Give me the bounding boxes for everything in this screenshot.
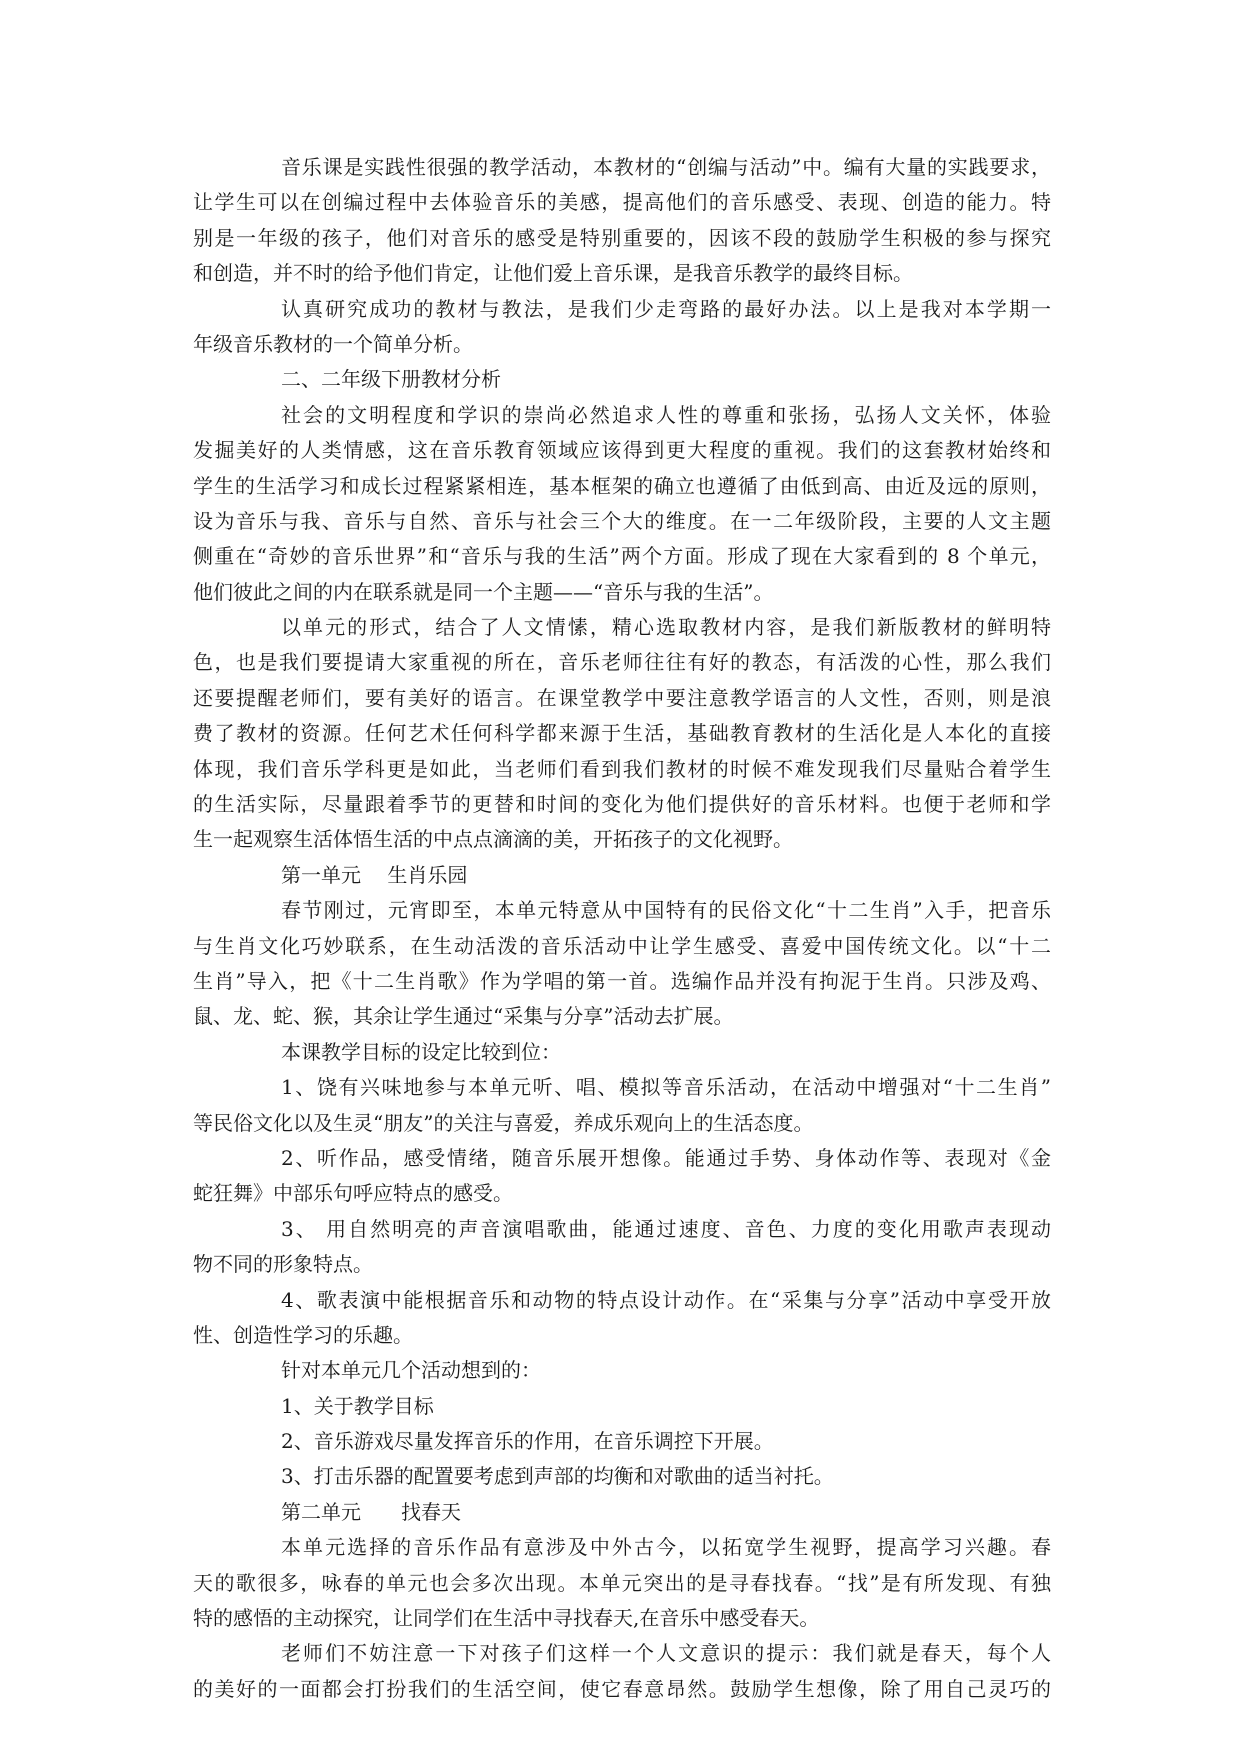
text-line: 费了教材的资源。任何艺术任何科学都来源于生活，基础教育教材的生活化是人本化的直接 <box>193 721 1051 746</box>
text-line: 1、关于教学目标 <box>281 1393 434 1418</box>
text-line: 特的感悟的主动探究，让同学们在生活中寻找春天,在音乐中感受春天。 <box>193 1606 820 1631</box>
text-line: 社会的文明程度和学识的崇尚必然追求人性的尊重和张扬，弘扬人文关怀，体验 <box>281 402 1051 427</box>
text-line: 认真研究成功的教材与教法，是我们少走弯路的最好办法。以上是我对本学期一 <box>281 296 1051 321</box>
text-line: 天的歌很多，咏春的单元也会多次出现。本单元突出的是寻春找春。“找”是有所发现、有独 <box>193 1570 1051 1595</box>
text-line: 性、创造性学习的乐趣。 <box>193 1322 413 1347</box>
text-line: 体现，我们音乐学科更是如此，当老师们看到我们教材的时候不难发现我们尽量贴合着学生 <box>193 756 1051 781</box>
text-line: 侧重在“奇妙的音乐世界”和“音乐与我的生活”两个方面。形成了现在大家看到的 8 个单元， <box>193 544 1051 569</box>
text-line: 等民俗文化以及生灵“朋友”的关注与喜爱，养成乐观向上的生活态度。 <box>193 1110 814 1135</box>
text-line: 还要提醒老师们，要有美好的语言。在课堂教学中要注意教学语言的人文性，否则，则是浪 <box>193 685 1051 710</box>
text-line: 学生的生活学习和成长过程紧紧相连，基本框架的确立也遵循了由低到高、由近及远的原则， <box>193 473 1051 498</box>
text-line: 设为音乐与我、音乐与自然、音乐与社会三个大的维度。在一二年级阶段，主要的人文主题 <box>193 508 1051 533</box>
text-line: 针对本单元几个活动想到的： <box>281 1358 541 1383</box>
text-line: 音乐课是实践性很强的教学活动，本教材的“创编与活动”中。编有大量的实践要求， <box>281 155 1051 179</box>
text-line: 蛇狂舞》中部乐句呼应特点的感受。 <box>193 1181 513 1206</box>
text-line: 与生肖文化巧妙联系，在生动活泼的音乐活动中让学生感受、喜爱中国传统文化。以“十二 <box>193 933 1051 958</box>
text-line: 2、听作品，感受情绪，随音乐展开想像。能通过手势、身体动作等、表现对《金 <box>281 1145 1051 1170</box>
text-line: 春节刚过，元宵即至，本单元特意从中国特有的民俗文化“十二生肖”入手，把音乐 <box>281 898 1051 923</box>
text-line: 鼠、龙、蛇、猴，其余让学生通过“采集与分享”活动去扩展。 <box>193 1004 734 1029</box>
text-line: 和创造，并不时的给予他们肯定，让他们爱上音乐课，是我音乐教学的最终目标。 <box>193 261 913 286</box>
text-line: 第一单元 生肖乐园 <box>281 862 468 887</box>
text-line: 1、饶有兴味地参与本单元听、唱、模拟等音乐活动，在活动中增强对“十二生肖” <box>281 1075 1051 1100</box>
text-line: 发掘美好的人类情感，这在音乐教育领域应该得到更大程度的重视。我们的这套教材始终和 <box>193 438 1051 463</box>
document-page <box>193 150 1051 1707</box>
text-line: 以单元的形式，结合了人文情愫，精心选取教材内容，是我们新版教材的鲜明特 <box>281 615 1051 640</box>
text-line: 色，也是我们要提请大家重视的所在，音乐老师往往有好的教态，有活泼的心性，那么我们 <box>193 650 1051 675</box>
text-line: 2、音乐游戏尽量发挥音乐的作用，在音乐调控下开展。 <box>281 1429 774 1454</box>
text-line: 别是一年级的孩子，他们对音乐的感受是特别重要的，因该不段的鼓励学生积极的参与探究 <box>193 225 1051 250</box>
text-line: 老师们不妨注意一下对孩子们这样一个人文意识的提示：我们就是春天，每个人 <box>281 1641 1051 1666</box>
text-line: 让学生可以在创编过程中去体验音乐的美感，提高他们的音乐感受、表现、创造的能力。特 <box>193 190 1051 215</box>
text-line: 生一起观察生活体悟生活的中点点滴滴的美，开拓孩子的文化视野。 <box>193 827 793 852</box>
text-line: 的美好的一面都会打扮我们的生活空间，使它春意昂然。鼓励学生想像，除了用自己灵巧的 <box>193 1676 1051 1701</box>
text-line: 第二单元 找春天 <box>281 1499 461 1524</box>
text-line: 本课教学目标的设定比较到位： <box>281 1039 561 1064</box>
text-line: 他们彼此之间的内在联系就是同一个主题——“音乐与我的生活”。 <box>193 579 774 604</box>
text-line: 3、 用自然明亮的声音演唱歌曲，能通过速度、音色、力度的变化用歌声表现动 <box>281 1216 1051 1241</box>
text-line: 的生活实际，尽量跟着季节的更替和时间的变化为他们提供好的音乐材料。也便于老师和学 <box>193 792 1051 817</box>
text-line: 年级音乐教材的一个简单分析。 <box>193 331 473 356</box>
text-line: 二、二年级下册教材分析 <box>281 367 501 392</box>
text-line: 物不同的形象特点。 <box>193 1252 373 1277</box>
text-line: 4、歌表演中能根据音乐和动物的特点设计动作。在“采集与分享”活动中享受开放 <box>281 1287 1051 1312</box>
text-line: 生肖”导入，把《十二生肖歌》作为学唱的第一首。选编作品并没有拘泥于生肖。只涉及鸡、 <box>193 968 1051 993</box>
text-line: 3、打击乐器的配置要考虑到声部的均衡和对歌曲的适当衬托。 <box>281 1464 834 1489</box>
text-line: 本单元选择的音乐作品有意涉及中外古今，以拓宽学生视野，提高学习兴趣。春 <box>281 1535 1051 1560</box>
